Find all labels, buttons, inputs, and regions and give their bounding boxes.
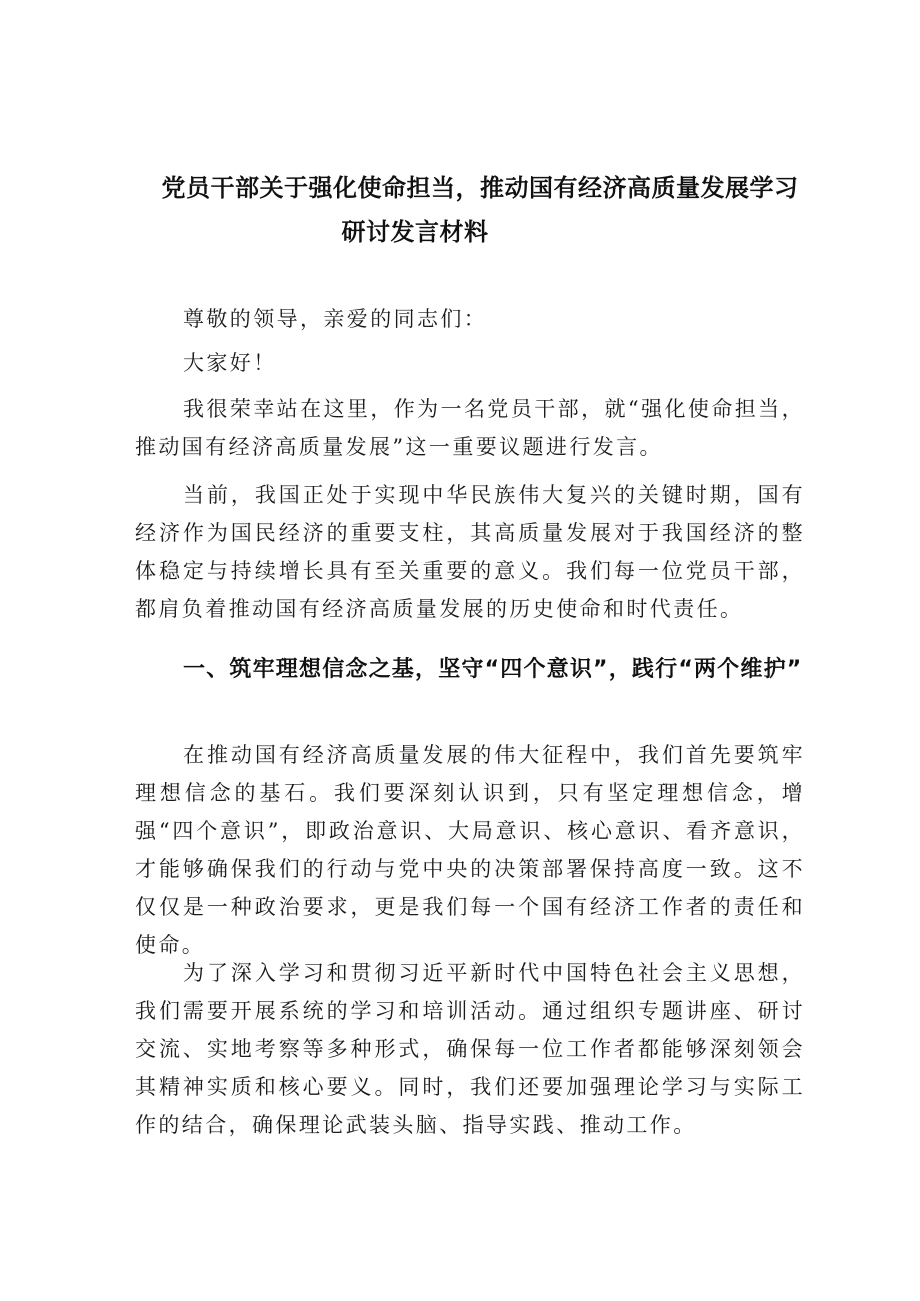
title-line-1: 党员干部关于强化使命担当，推动国有经济高质量发展学习 bbox=[161, 174, 799, 202]
paragraph-intro: 我很荣幸站在这里，作为一名党员干部，就“强化使命担当，推动国有经济高质量发展”这一重要议题进行发言。 bbox=[135, 397, 805, 459]
title-line-2: 研讨发言材料 bbox=[341, 218, 489, 246]
section-1-paragraph-2: 为了深入学习和贯彻习近平新时代中国特色社会主义思想，我们需要开展系统的学习和培训活动。通过组织专题讲座、研讨交流、实地考察等多种形式，确保每一位工作者都能够深刻领会其精神实质和核心要义。同时，我们还要加强理论学习与实际工作的结合，确保理论武装头脑、指导实践、推动工作。 bbox=[135, 961, 805, 1137]
paragraph-context: 当前，我国正处于实现中华民族伟大复兴的关键时期，国有经济作为国民经济的重要支柱，其高质量发展对于我国经济的整体稳定与持续增长具有至关重要的意义。我们每一位党员干部，都肩负着推动国有经济高质量发展的历史使命和时代责任。 bbox=[135, 483, 805, 621]
hello-line: 大家好！ bbox=[183, 351, 277, 375]
section-heading-1: 一、筑牢理想信念之基，坚守“四个意识”，践行“两个维护” bbox=[183, 657, 803, 682]
greeting: 尊敬的领导，亲爱的同志们： bbox=[183, 307, 488, 331]
document-title bbox=[120, 168, 840, 252]
section-1-paragraph-1: 在推动国有经济高质量发展的伟大征程中，我们首先要筑牢理想信念的基石。我们要深刻认识到，只有坚定理想信念，增强“四个意识”，即政治意识、大局意识、核心意识、看齐意识，才能够确保我们的行动与党中央的决策部署保持高度一致。这不仅仅是一种政治要求，更是我们每一个国有经济工作者的责任和使命。 bbox=[135, 743, 805, 957]
